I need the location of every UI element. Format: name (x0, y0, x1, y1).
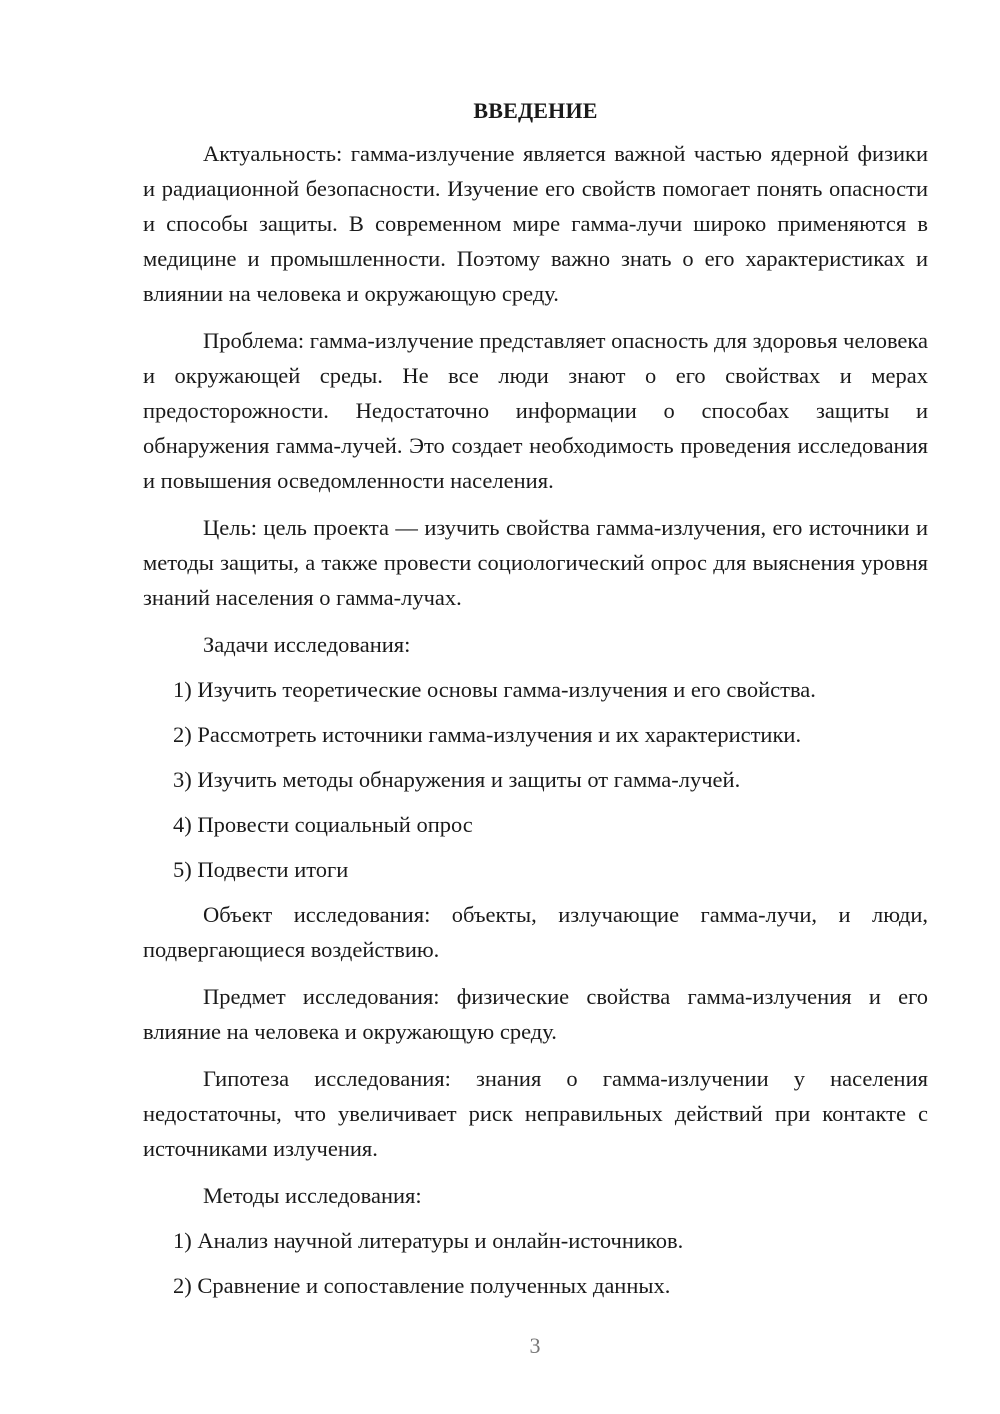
tasks-heading: Задачи исследования: (203, 632, 411, 657)
relevance-paragraph: Актуальность: гамма-излучение является важной частью ядерной физики и радиационной безопасности. Изучение его свойств помогает понять опасности и способы защиты. В современном мире гамма-лучи широко применяются в медицине и промышленности. Поэтому важно знать о его характеристиках и влиянии на человека и окружающую среду. (143, 141, 928, 306)
list-item: 2) Сравнение и сопоставление полученных данных. (173, 1273, 671, 1298)
page-number: 3 (529, 1333, 541, 1358)
list-item: 2) Рассмотреть источники гамма-излучения и их характеристики. (173, 722, 802, 747)
document-page (143, 94, 928, 1313)
list-item: 4) Провести социальный опрос (173, 812, 473, 837)
object-paragraph: Объект исследования: объекты, излучающие гамма-лучи, и люди, подвергающиеся воздействию. (143, 902, 928, 962)
methods-heading: Методы исследования: (203, 1183, 422, 1208)
tasks-list (143, 672, 928, 887)
methods-list (143, 1223, 928, 1303)
goal-paragraph: Цель: цель проекта — изучить свойства гамма-излучения, его источники и методы защиты, а также провести социологический опрос для выяснения уровня знаний населения о гамма-лучах. (143, 515, 928, 610)
subject-paragraph: Предмет исследования: физические свойства гамма-излучения и его влияние на человека и окружающую среду. (143, 984, 928, 1044)
page-title: ВВЕДЕНИЕ (473, 98, 598, 123)
hypothesis-paragraph: Гипотеза исследования: знания о гамма-излучении у населения недостаточны, что увеличивает риск неправильных действий при контакте с источниками излучения. (143, 1066, 928, 1161)
list-item: 1) Анализ научной литературы и онлайн-источников. (173, 1228, 684, 1253)
list-item: 5) Подвести итоги (173, 857, 349, 882)
list-item: 1) Изучить теоретические основы гамма-излучения и его свойства. (173, 677, 816, 702)
list-item: 3) Изучить методы обнаружения и защиты от гамма-лучей. (173, 767, 741, 792)
problem-paragraph: Проблема: гамма-излучение представляет опасность для здоровья человека и окружающей среды. Не все люди знают о его свойствах и мерах предосторожности. Недостаточно информации о способах защиты и обнаружения гамма-лучей. Это создает необходимость проведения исследования и повышения осведомленности населения. (143, 328, 928, 493)
